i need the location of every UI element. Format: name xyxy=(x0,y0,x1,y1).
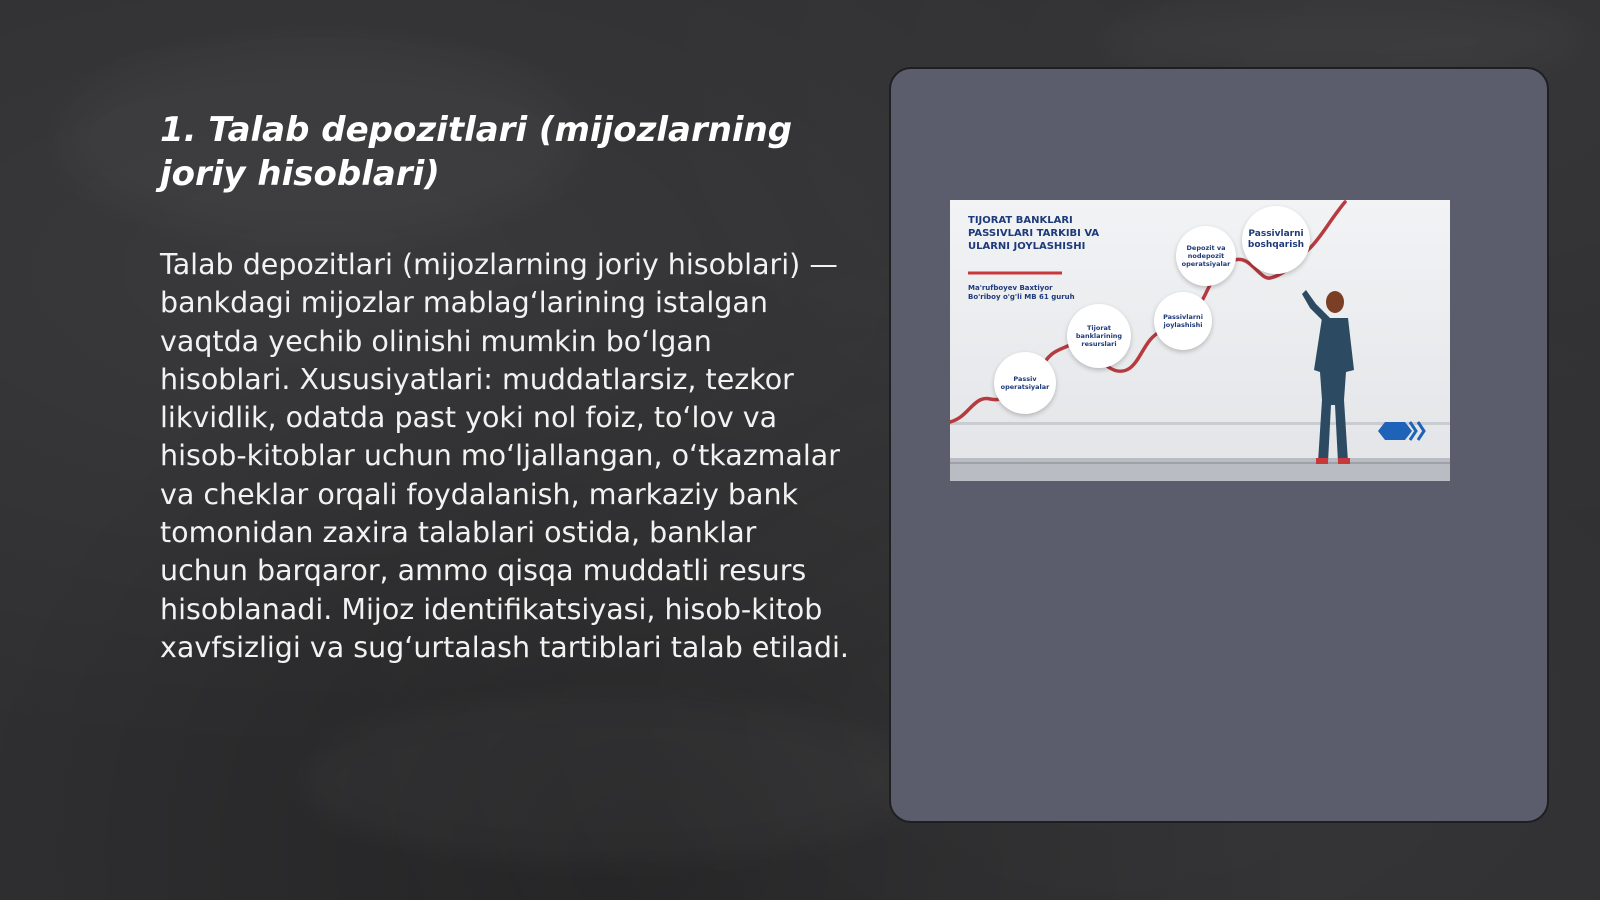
chalk-smudge xyxy=(300,700,920,860)
bubble-tijorat-banklari-resurslari: Tijorat banklarining resurslari xyxy=(1067,304,1131,368)
thumbnail-title: TIJORAT BANKLARI PASSIVLARI TARKIBI VA ULARNI JOYLASHISHI xyxy=(968,215,1100,252)
slide-title: 1. Talab depozitlari (mijozlarning joriy hisoblari) xyxy=(160,110,793,194)
slide-body-text: Talab depozitlari (mijozlarning joriy hisoblari) — bankdagi mijozlar mablag‘larining istalgan vaqtda yechib olinishi mumkin bo‘lgan hisoblari. Xususiyatlari: muddatlarsiz, tezkor likvidlik, odatda past yoki nol foiz, to‘lov va hisob-kitoblar uchun mo‘ljallangan, o‘tkazmalar va cheklar orqali foydalanish, markaziy bank tomonidan zaxira talablari ostida, banklar uchun barqaror, ammo qisqa muddatli resurs hisoblanadi. Mijoz identifikatsiyasi, hisob-kitob xavfsizligi va sug‘urtalash tartiblari talab etiladi. xyxy=(160,248,849,664)
bubble-passiv-operatsiyalar: Passiv operatsiyalar xyxy=(994,352,1056,414)
bubble-passivlarni-joylashishi: Passivlarni joylashishi xyxy=(1154,292,1212,350)
presentation-thumbnail xyxy=(950,200,1450,481)
thumbnail-author: Ma'rufboyev Baxtiyor Bo'riboy o'g'li MB 61 guruh xyxy=(968,284,1075,301)
bubble-passivlarni-boshqarish: Passivlarni boshqarish xyxy=(1242,206,1310,274)
bubble-depozit-operatsiyalar: Depozit va nodepozit operatsiyalar xyxy=(1176,226,1236,286)
